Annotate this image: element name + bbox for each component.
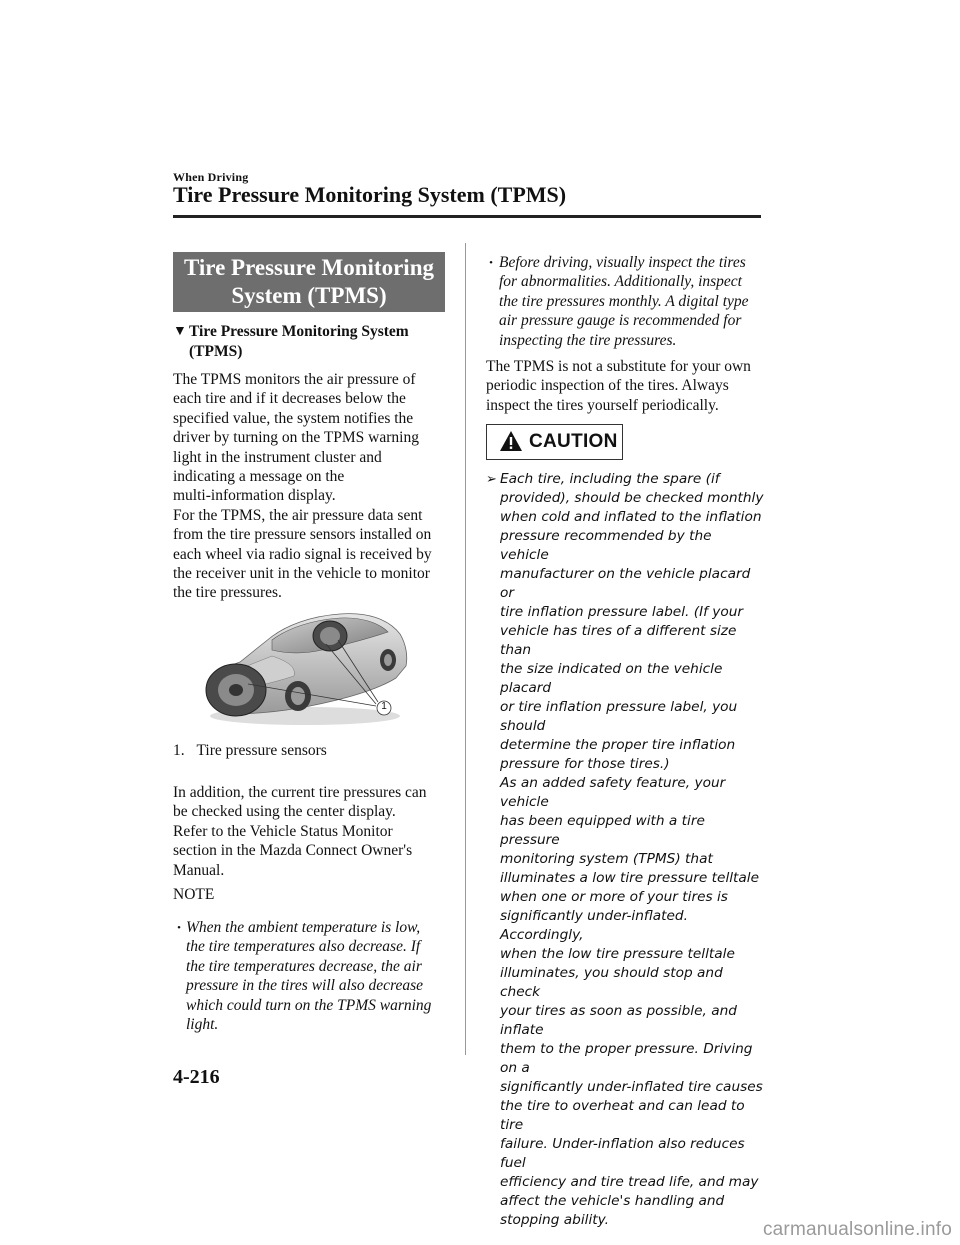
page-number: 4-216 [173, 1066, 220, 1088]
text-line: section in the Mazda Connect Owner's [173, 842, 413, 860]
text-line: stopping ability. [500, 1212, 610, 1228]
figure-caption-number: 1. [173, 742, 185, 759]
section-title-box [173, 252, 445, 312]
text-line: the tire temperatures also decrease. If [186, 938, 421, 956]
figure-caption [173, 741, 327, 760]
watermark-link[interactable]: carmanualsonline.info [762, 1219, 952, 1240]
section-title-line-1: Tire Pressure Monitoring [183, 255, 434, 280]
text-line: when one or more of your tires is [500, 889, 728, 905]
text-line: Before driving, visually inspect the tires [499, 254, 746, 271]
text-line: which could turn on the TPMS warning [186, 996, 432, 1014]
text-line: each tire and if it decreases below the [173, 390, 406, 408]
section-label: When Driving [173, 170, 249, 184]
text-line: your tires as soon as possible, and inflate [500, 1003, 737, 1038]
text-line: air pressure gauge is recommended for [499, 312, 742, 330]
text-line: multi-information display. [173, 487, 336, 505]
caution-label: CAUTION [529, 431, 618, 452]
text-line: For the TPMS, the air pressure data sent [173, 506, 423, 524]
text-line: failure. Under-inflation also reduces fuel [500, 1136, 745, 1171]
text-line: Refer to the Vehicle Status Monitor [173, 822, 393, 840]
text-line: light. [186, 1016, 219, 1034]
sub-heading-line-1: Tire Pressure Monitoring System [189, 323, 409, 340]
text-line: the receiver unit in the vehicle to monitor [173, 565, 430, 583]
section-title-line-2: System (TPMS) [231, 283, 387, 308]
center-display-paragraph [173, 783, 453, 880]
note-bullet [173, 918, 458, 1034]
text-line: significantly under-inflated tire causes [500, 1079, 763, 1095]
text-line: efficiency and tire tread life, and may [500, 1174, 759, 1190]
text-line: inspect the tires yourself periodically. [486, 396, 719, 414]
text-line: the tire to overheat and can lead to tire [500, 1098, 745, 1133]
text-line: the tire pressures monthly. A digital type [499, 292, 749, 310]
sub-heading [173, 322, 409, 362]
substitute-paragraph [486, 357, 766, 415]
arrow-bullet-icon: ➢ [486, 472, 497, 487]
page-title: Tire Pressure Monitoring System (TPMS) [173, 182, 567, 207]
text-line: vehicle has tires of a different size than [500, 623, 737, 658]
text-line: driver by turning on the TPMS warning [173, 429, 419, 447]
text-line: each wheel via radio signal is received by [173, 545, 432, 563]
figure-caption-text: Tire pressure sensors [196, 742, 327, 759]
text-line: has been equipped with a tire pressure [500, 813, 705, 848]
text-line: the size indicated on the vehicle placard [500, 661, 723, 696]
text-line: specified value, the system notifies the [173, 409, 414, 427]
text-line: The TPMS is not a substitute for your own [486, 358, 751, 375]
text-line: the tire pressures. [173, 584, 282, 602]
text-line: monitoring system (TPMS) that [500, 851, 713, 867]
text-line: the tire temperatures decrease, the air [186, 957, 422, 975]
text-line: pressure for those tires.) [500, 756, 670, 772]
text-line: significantly under-inflated. Accordingly, [500, 908, 688, 943]
text-line: When the ambient temperature is low, [186, 919, 421, 936]
intro-paragraph [173, 370, 453, 603]
text-line: pressure recommended by the vehicle [500, 528, 712, 563]
text-line: Each tire, including the spare (if [500, 471, 720, 487]
text-line: The TPMS monitors the air pressure of [173, 371, 416, 388]
text-line: affect the vehicle's handling and [500, 1193, 725, 1209]
text-line: In addition, the current tire pressures can [173, 784, 427, 801]
text-line: from the tire pressure sensors installed on [173, 526, 432, 544]
caution-label-box [486, 424, 623, 460]
warning-triangle-icon [499, 430, 523, 452]
caution-body [486, 470, 764, 1230]
text-line: provided), should be checked monthly [500, 490, 764, 506]
text-line: when the low tire pressure telltale [500, 946, 735, 962]
bullet-dot: • [177, 922, 181, 934]
text-line: illuminates, you should stop and check [500, 965, 723, 1000]
sub-heading-line-2: (TPMS) [189, 343, 243, 360]
text-line: manufacturer on the vehicle placard or [500, 566, 751, 601]
text-line: As an added safety feature, your vehicle [500, 775, 726, 810]
sub-heading-marker: ▼ [173, 324, 187, 339]
text-line: pressure in the tires will also decrease [186, 977, 424, 995]
text-line: Manual. [173, 861, 225, 879]
column-divider [465, 243, 466, 1055]
text-line: light in the instrument cluster and [173, 448, 382, 466]
figure-callout: 1 [381, 701, 387, 712]
text-line: indicating a message on the [173, 468, 345, 486]
text-line: illuminates a low tire pressure telltale [500, 870, 760, 886]
text-line: determine the proper tire inflation [500, 737, 736, 753]
text-line: be checked using the center display. [173, 803, 396, 821]
header-rule [173, 215, 761, 218]
inspection-bullet [486, 253, 766, 350]
car-illustration [200, 598, 410, 728]
text-line: tire inflation pressure label. (If your [500, 604, 744, 620]
text-line: them to the proper pressure. Driving on a [500, 1041, 753, 1076]
text-line: for abnormalities. Additionally, inspect [499, 273, 742, 291]
text-line: when cold and inflated to the inflation [500, 509, 762, 525]
text-line: or tire inflation pressure label, you should [500, 699, 738, 734]
text-line: periodic inspection of the tires. Always [486, 377, 729, 395]
note-label: NOTE [173, 886, 215, 903]
text-line: inspecting the tire pressures. [499, 331, 677, 349]
bullet-dot: • [489, 257, 493, 269]
